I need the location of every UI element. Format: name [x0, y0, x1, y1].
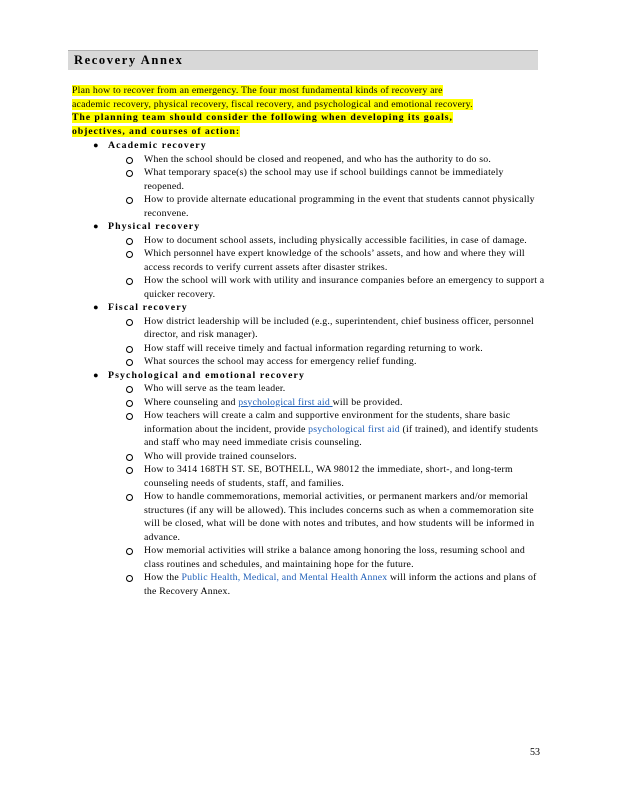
intro-paragraph [72, 84, 546, 138]
item-text: How to document school assets, including physically accessible facilities, in case of damage. [144, 234, 527, 246]
list-item [108, 571, 546, 598]
item-text: Who will provide trained counselors. [144, 450, 297, 462]
intro-line-2: academic recovery, physical recovery, fiscal recovery, and psychological and emotional recovery. [72, 98, 473, 110]
section-heading: Recovery Annex [68, 50, 538, 70]
item-text: How staff will receive timely and factual information regarding returning to work. [144, 342, 483, 354]
item-text: How to handle commemorations, memorial activities, or permanent markers and/or memorial structures (if any will be allowed). This includes concerns such as when a commemoration site will be closed, what will be done with notes and tributes, and how students will be informed in advance. [144, 491, 535, 543]
circle-bullet-icon [126, 251, 133, 258]
section-fiscal-recovery [72, 301, 546, 315]
bullet-icon: ● [93, 221, 99, 231]
circle-bullet-icon [126, 454, 133, 461]
circle-bullet-icon [126, 400, 133, 407]
list-item [108, 342, 546, 356]
item-text: How to provide alternate educational programming in the event that students cannot physically reconvene. [144, 194, 535, 219]
list-item [108, 463, 546, 490]
list-item [108, 247, 546, 274]
intro-line-1: Plan how to recover from an emergency. The four most fundamental kinds of recovery are [72, 85, 443, 96]
public-health-annex-reference[interactable]: Public Health, Medical, and Mental Health Annex [181, 572, 388, 583]
circle-bullet-icon [126, 413, 133, 420]
item-text-after: (if trained), and identify students and staff who may need immediate crisis counseling. [144, 423, 539, 448]
item-text-before: How the [144, 572, 182, 583]
circle-bullet-icon [126, 197, 133, 204]
circle-bullet-icon [126, 359, 133, 366]
circle-bullet-icon [126, 386, 133, 393]
list-item [108, 490, 546, 544]
item-text-after: will inform the actions and plans of the Recovery Annex. [144, 572, 537, 597]
recovery-outline [72, 139, 546, 598]
item-text: What sources the school may access for emergency relief funding. [144, 356, 417, 367]
item-text: Who will serve as the team leader. [144, 383, 286, 394]
item-text: How memorial activities will strike a balance among honoring the loss, resuming school and class routines and schedules, and maintaining hope for the future. [144, 545, 525, 570]
list-item [108, 355, 546, 369]
circle-bullet-icon [126, 157, 133, 164]
list-item [108, 396, 546, 410]
circle-bullet-icon [126, 548, 133, 555]
list-item [108, 450, 546, 464]
page-number: 53 [530, 747, 540, 758]
item-text: How district leadership will be included (e.g., superintendent, chief business officer, personnel director, and risk manager). [144, 315, 534, 340]
psychological-first-aid-link[interactable]: psychological first aid [238, 396, 333, 408]
circle-bullet-icon [126, 346, 133, 353]
item-text-after: will be provided. [332, 396, 403, 408]
list-item [108, 274, 546, 301]
circle-bullet-icon [126, 319, 133, 326]
circle-bullet-icon [126, 467, 133, 474]
psychological-first-aid-reference[interactable]: psychological first aid [308, 423, 400, 435]
list-item [108, 234, 546, 248]
section-title: Academic recovery [108, 140, 207, 151]
section-psychological-emotional-recovery [72, 369, 546, 383]
circle-bullet-icon [126, 170, 133, 177]
intro-bold-line-1: The planning team should consider the following when developing its goals, [72, 112, 453, 123]
section-title: Physical recovery [108, 221, 201, 232]
bullet-icon: ● [93, 140, 99, 150]
list-item [108, 193, 546, 220]
item-text-before: Where counseling and [144, 396, 239, 408]
circle-bullet-icon [126, 238, 133, 245]
section-title: Fiscal recovery [108, 302, 188, 313]
circle-bullet-icon [126, 278, 133, 285]
bullet-icon: ● [93, 302, 99, 312]
section-physical-recovery [72, 220, 546, 234]
item-text-before: How teachers will create a calm and supportive environment for the students, share basic information about the incident, provide [144, 410, 511, 435]
item-text: How the school will work with utility and insurance companies before an emergency to support a quicker recovery. [144, 275, 545, 300]
list-item [108, 544, 546, 571]
section-academic-recovery [72, 139, 546, 153]
item-text: Which personnel have expert knowledge of the schools’ assets, and how and where they will access records to verify current assets after disaster strikes. [144, 248, 525, 273]
list-item [108, 166, 546, 193]
intro-bold-line-2: objectives, and courses of action: [72, 125, 241, 137]
list-item [108, 382, 546, 396]
item-text: What temporary space(s) the school may use if school buildings cannot be immediately reopened. [144, 167, 504, 192]
list-item [108, 409, 546, 450]
circle-bullet-icon [126, 494, 133, 501]
list-item [108, 153, 546, 167]
section-title: Psychological and emotional recovery [108, 369, 305, 381]
item-text: When the school should be closed and reopened, and who has the authority to do so. [144, 153, 491, 165]
list-item [108, 315, 546, 342]
bullet-icon: ● [93, 369, 99, 380]
item-text: How to 3414 168TH ST. SE, BOTHELL, WA 98012 the immediate, short-, and long-term counseling needs of students, staff, and families. [144, 464, 513, 489]
circle-bullet-icon [126, 575, 133, 582]
